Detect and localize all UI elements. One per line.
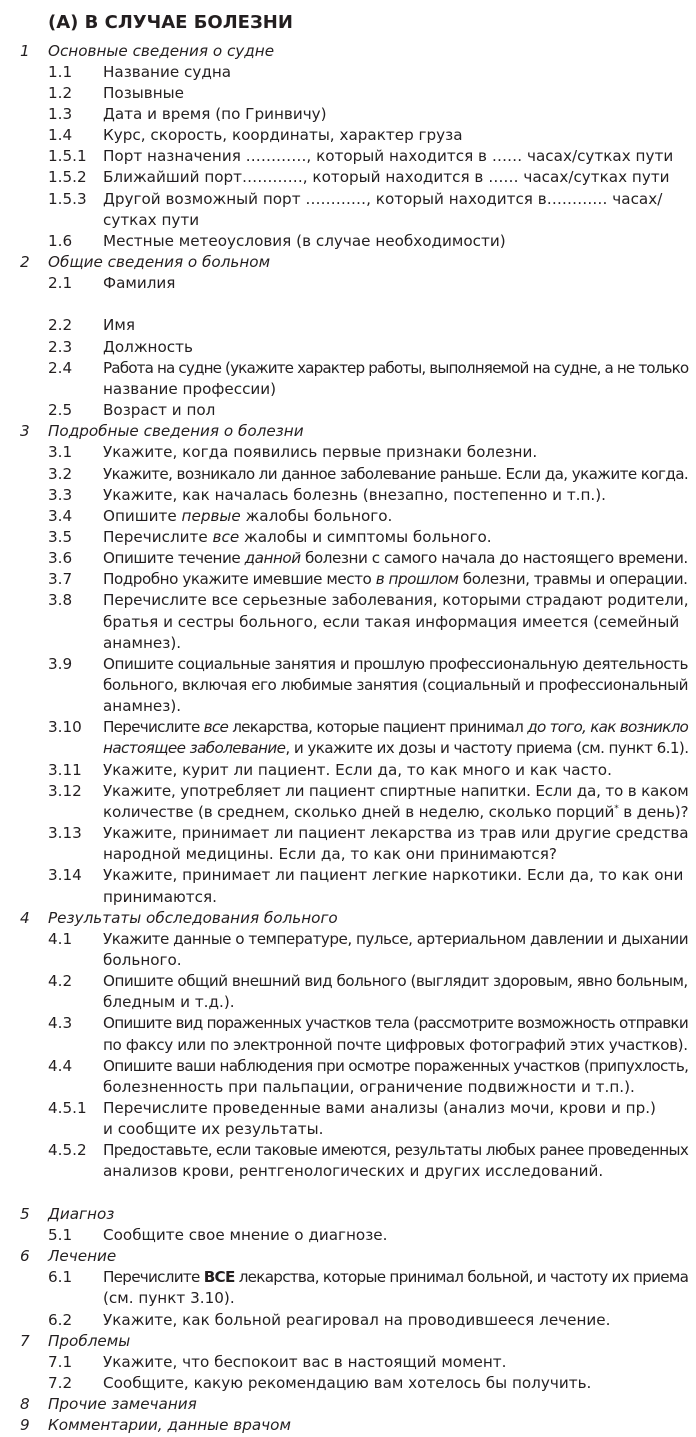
item-number: 1.3 bbox=[48, 104, 73, 123]
text-segment: Укажите, как больной реагировал на проводившееся лечение. bbox=[103, 1310, 611, 1329]
item-text bbox=[103, 992, 235, 1013]
item-text bbox=[103, 83, 184, 104]
text-segment: Укажите, курит ли пациент. Если да, то как много и как часто. bbox=[103, 760, 612, 779]
item-text bbox=[103, 950, 182, 971]
text-segment: Укажите, возникало ли данное заболевание раньше. Если да, укажите когда. bbox=[103, 464, 689, 483]
item-text bbox=[103, 358, 688, 379]
text-segment: Опишите bbox=[103, 506, 182, 525]
item-number: 3.10 bbox=[48, 718, 82, 737]
item-text bbox=[103, 823, 688, 844]
section-number: 5 bbox=[20, 1204, 30, 1223]
text-segment: в день)? bbox=[618, 802, 689, 821]
item-number: 3.3 bbox=[48, 485, 73, 504]
item-number: 4.5.1 bbox=[48, 1099, 87, 1117]
item-text bbox=[103, 1119, 323, 1140]
emphasis-text: настоящее заболевание bbox=[103, 739, 286, 758]
text-segment: анамнез). bbox=[103, 633, 182, 652]
text-segment: Должность bbox=[103, 337, 193, 356]
item-number: 3.8 bbox=[48, 591, 73, 610]
section-title bbox=[48, 252, 270, 273]
item-number: 2.2 bbox=[48, 316, 73, 335]
text-segment: Опишите ваши наблюдения при осмотре пораженных участков (припухлость, bbox=[103, 1056, 689, 1075]
text-segment: Работа на судне (укажите характер работы, выполняемой на судне, а не только bbox=[103, 358, 689, 377]
item-text bbox=[103, 1267, 688, 1288]
item-text bbox=[103, 125, 463, 146]
text-segment: и сообщите их результаты. bbox=[103, 1120, 324, 1139]
item-number: 1.5.1 bbox=[48, 147, 87, 166]
text-segment: болезни, травмы и операции. bbox=[458, 570, 688, 589]
item-number: 2.3 bbox=[48, 337, 73, 356]
item-number: 3.7 bbox=[48, 570, 73, 589]
text-segment: Предоставьте, если таковые имеются, результаты любых ранее проведенных bbox=[103, 1141, 689, 1160]
emphasis-text: все bbox=[203, 718, 229, 737]
text-segment: братья и сестры больного, если такая информация имеется (семейный bbox=[103, 612, 680, 631]
item-number: 7.2 bbox=[48, 1373, 73, 1392]
item-text bbox=[103, 1288, 235, 1309]
item-number: 1.4 bbox=[48, 126, 73, 145]
item-text bbox=[103, 1310, 610, 1331]
item-text bbox=[103, 612, 679, 633]
item-number: 2.1 bbox=[48, 274, 73, 293]
item-number: 4.2 bbox=[48, 972, 73, 991]
item-text bbox=[103, 1373, 591, 1394]
section-title bbox=[48, 421, 304, 442]
text-segment: сутках пути bbox=[103, 210, 200, 229]
text-segment: Опишите вид пораженных участков тела (рассмотрите возможность отправки bbox=[103, 1014, 688, 1033]
text-segment: больного, включая его любимые занятия (социальный и профессиональный bbox=[103, 676, 689, 694]
text-segment: Укажите, что беспокоит вас в настоящий момент. bbox=[103, 1352, 507, 1371]
item-text bbox=[103, 633, 181, 654]
text-segment: Перечислите bbox=[103, 1268, 204, 1287]
item-text bbox=[103, 506, 392, 527]
item-number: 6.1 bbox=[48, 1268, 73, 1287]
item-text bbox=[103, 1035, 688, 1056]
text-segment: Позывные bbox=[103, 83, 184, 102]
text-segment: принимаются. bbox=[103, 887, 217, 906]
item-number: 4.5.2 bbox=[48, 1141, 87, 1160]
item-number: 1.6 bbox=[48, 231, 73, 250]
item-number: 3.6 bbox=[48, 549, 73, 568]
item-text bbox=[103, 1225, 387, 1246]
text-segment: Подробные сведения о болезни bbox=[48, 422, 304, 441]
item-number: 4.1 bbox=[48, 929, 73, 948]
item-text bbox=[103, 379, 276, 400]
text-segment: болезни с самого начала до настоящего времени. bbox=[300, 549, 688, 568]
section-number: 4 bbox=[20, 908, 30, 927]
item-text bbox=[103, 442, 537, 463]
item-text bbox=[103, 189, 662, 210]
item-number: 3.5 bbox=[48, 527, 73, 546]
text-segment: Перечислите bbox=[103, 718, 204, 737]
text-segment: народной медицины. Если да, то как они принимаются? bbox=[103, 845, 557, 864]
section-title bbox=[48, 1394, 197, 1415]
item-text bbox=[103, 527, 492, 548]
text-segment: Перечислите все серьезные заболевания, которыми страдают родители, bbox=[103, 591, 689, 610]
item-number: 1.2 bbox=[48, 83, 73, 102]
text-segment: Фамилия bbox=[103, 274, 176, 293]
text-segment: болезненность при пальпации, ограничение подвижности и т.п.). bbox=[103, 1077, 635, 1096]
text-segment: Лечение bbox=[48, 1247, 117, 1266]
text-segment: Укажите, принимает ли пациент лекарства из трав или другие средства bbox=[103, 824, 689, 843]
bold-text: ВСЕ bbox=[203, 1268, 235, 1287]
item-text bbox=[103, 717, 688, 738]
text-segment: Диагноз bbox=[48, 1204, 115, 1223]
item-text bbox=[103, 1098, 656, 1119]
item-number: 1.5.2 bbox=[48, 168, 87, 187]
item-number: 5.1 bbox=[48, 1225, 73, 1244]
item-number: 2.5 bbox=[48, 401, 73, 420]
item-text bbox=[103, 337, 193, 358]
section-number: 7 bbox=[20, 1331, 30, 1350]
text-segment: Прочие замечания bbox=[48, 1395, 197, 1414]
item-text bbox=[103, 62, 231, 83]
text-segment: лекарства, которые пациент принимал bbox=[228, 718, 528, 737]
item-text bbox=[103, 1140, 688, 1161]
text-segment: Опишите социальные занятия и прошлую профессиональную деятельность bbox=[103, 654, 689, 673]
text-segment: Возраст и пол bbox=[103, 401, 216, 420]
text-segment: Общие сведения о больном bbox=[48, 253, 271, 271]
item-number: 3.11 bbox=[48, 760, 82, 779]
section-number: 9 bbox=[20, 1416, 30, 1435]
section-title bbox=[48, 1246, 116, 1267]
item-text bbox=[103, 1352, 506, 1373]
item-text bbox=[103, 569, 687, 590]
item-text bbox=[103, 231, 506, 252]
item-text bbox=[103, 760, 612, 781]
text-segment: Местные метеоусловия (в случае необходимости) bbox=[103, 231, 506, 250]
text-segment: Порт назначения …………, который находится в …… часах/сутках пути bbox=[103, 147, 674, 166]
text-segment: Дата и время (по Гринвичу) bbox=[103, 104, 327, 123]
text-segment: количестве (в среднем, сколько дней в неделю, сколько порций bbox=[103, 802, 615, 821]
text-segment: больного. bbox=[103, 950, 182, 969]
text-segment: Укажите, когда появились первые признаки болезни. bbox=[103, 443, 538, 462]
text-segment: (см. пункт 3.10). bbox=[103, 1289, 235, 1308]
text-segment: Название судна bbox=[103, 62, 232, 81]
item-text bbox=[103, 590, 688, 611]
text-segment: Проблемы bbox=[48, 1331, 131, 1350]
item-number: 7.1 bbox=[48, 1352, 73, 1371]
item-number: 4.4 bbox=[48, 1056, 73, 1075]
text-segment: анамнез). bbox=[103, 697, 182, 716]
section-number: 3 bbox=[20, 422, 30, 441]
section-title bbox=[48, 1331, 130, 1352]
text-segment: Результаты обследования больного bbox=[48, 908, 338, 927]
item-number: 6.2 bbox=[48, 1310, 73, 1329]
section-title bbox=[48, 908, 338, 929]
item-number: 3.12 bbox=[48, 781, 82, 800]
item-text bbox=[103, 210, 199, 231]
text-segment: Укажите, как началась болезнь (внезапно, постепенно и т.п.). bbox=[103, 485, 607, 504]
section-title bbox=[48, 1415, 291, 1436]
text-segment: , и укажите их дозы и частоту приема (см. пункт 6.1). bbox=[285, 739, 689, 758]
item-text bbox=[103, 1056, 688, 1077]
text-segment: Укажите, употребляет ли пациент спиртные напитки. Если да, то в каком bbox=[103, 781, 689, 800]
text-segment: название профессии) bbox=[103, 379, 277, 398]
section-number: 1 bbox=[20, 41, 30, 60]
item-number: 3.14 bbox=[48, 866, 82, 885]
emphasis-text: данной bbox=[244, 549, 301, 568]
item-text bbox=[103, 865, 683, 886]
item-number: 3.1 bbox=[48, 443, 73, 462]
item-text bbox=[103, 971, 688, 992]
text-segment: лекарства, которые принимал больной, и частоту их приема bbox=[234, 1268, 689, 1287]
item-text bbox=[103, 548, 688, 569]
text-segment: Основные сведения о судне bbox=[48, 41, 275, 60]
text-segment: Курс, скорость, координаты, характер груза bbox=[103, 126, 463, 145]
item-number: 3.4 bbox=[48, 506, 73, 525]
text-segment: Ближайший порт…………, который находится в …… часах/сутках пути bbox=[103, 168, 670, 187]
item-text bbox=[103, 844, 557, 865]
item-text bbox=[103, 781, 688, 802]
text-segment: Сообщите свое мнение о диагнозе. bbox=[103, 1225, 388, 1244]
text-segment: Подробно укажите имевшие место bbox=[103, 570, 376, 589]
item-text bbox=[103, 675, 688, 696]
section-title bbox=[48, 1204, 114, 1225]
item-text bbox=[103, 1013, 688, 1034]
text-segment: Опишите общий внешний вид больного (выглядит здоровым, явно больным, bbox=[103, 972, 688, 991]
emphasis-text: первые bbox=[181, 506, 241, 525]
item-number: 3.9 bbox=[48, 654, 73, 673]
item-text bbox=[103, 654, 688, 675]
text-segment: бледным и т.д.). bbox=[103, 993, 235, 1012]
item-number: 1.1 bbox=[48, 62, 73, 81]
item-number: 1.5.3 bbox=[48, 189, 87, 208]
item-text bbox=[103, 1077, 635, 1098]
text-segment: анализов крови, рентгенологических и других исследований. bbox=[103, 1162, 604, 1181]
text-segment: Перечислите bbox=[103, 527, 213, 546]
item-text bbox=[103, 273, 175, 294]
item-text bbox=[103, 464, 688, 485]
emphasis-text: в прошлом bbox=[375, 570, 459, 589]
text-segment: жалобы и симптомы больного. bbox=[239, 527, 492, 546]
text-segment: Укажите, принимает ли пациент легкие наркотики. Если да, то как они bbox=[103, 866, 684, 885]
item-text bbox=[103, 315, 135, 336]
text-segment: Укажите данные о температуре, пульсе, артериальном давлении и дыхании bbox=[103, 929, 689, 948]
text-segment: Опишите течение bbox=[103, 549, 245, 568]
item-text bbox=[103, 167, 670, 188]
item-text bbox=[103, 738, 688, 759]
emphasis-text: все bbox=[212, 527, 240, 546]
section-number: 8 bbox=[20, 1395, 30, 1414]
footnote-marker: * bbox=[614, 803, 619, 814]
item-text bbox=[103, 887, 217, 908]
item-number: 3.13 bbox=[48, 824, 82, 843]
section-number: 2 bbox=[20, 253, 30, 271]
text-segment: Перечислите проведенные вами анализы (анализ мочи, крови и пр.) bbox=[103, 1099, 656, 1117]
text-segment: Сообщите, какую рекомендацию вам хотелось бы получить. bbox=[103, 1373, 592, 1392]
text-segment: Имя bbox=[103, 316, 135, 335]
item-text bbox=[103, 929, 688, 950]
text-segment: Другой возможный порт …………, который находится в………… часах/ bbox=[103, 189, 663, 208]
section-title bbox=[48, 41, 274, 62]
item-number: 3.2 bbox=[48, 464, 73, 483]
text-segment: по факсу или по электронной почте цифровых фотографий этих участков). bbox=[103, 1035, 688, 1054]
item-text bbox=[103, 485, 606, 506]
page-title: (А) В СЛУЧАЕ БОЛЕЗНИ bbox=[48, 12, 293, 33]
item-text bbox=[103, 1161, 603, 1182]
text-segment: Комментарии, данные врачом bbox=[48, 1416, 291, 1435]
item-text bbox=[103, 696, 181, 717]
item-text bbox=[103, 146, 673, 167]
item-text bbox=[103, 802, 688, 823]
item-number: 2.4 bbox=[48, 358, 73, 377]
text-segment: жалобы больного. bbox=[240, 506, 393, 525]
item-text bbox=[103, 400, 215, 421]
item-number: 4.3 bbox=[48, 1014, 73, 1033]
section-number: 6 bbox=[20, 1247, 30, 1266]
item-text bbox=[103, 104, 327, 125]
emphasis-text: до того, как возникло bbox=[527, 718, 689, 737]
